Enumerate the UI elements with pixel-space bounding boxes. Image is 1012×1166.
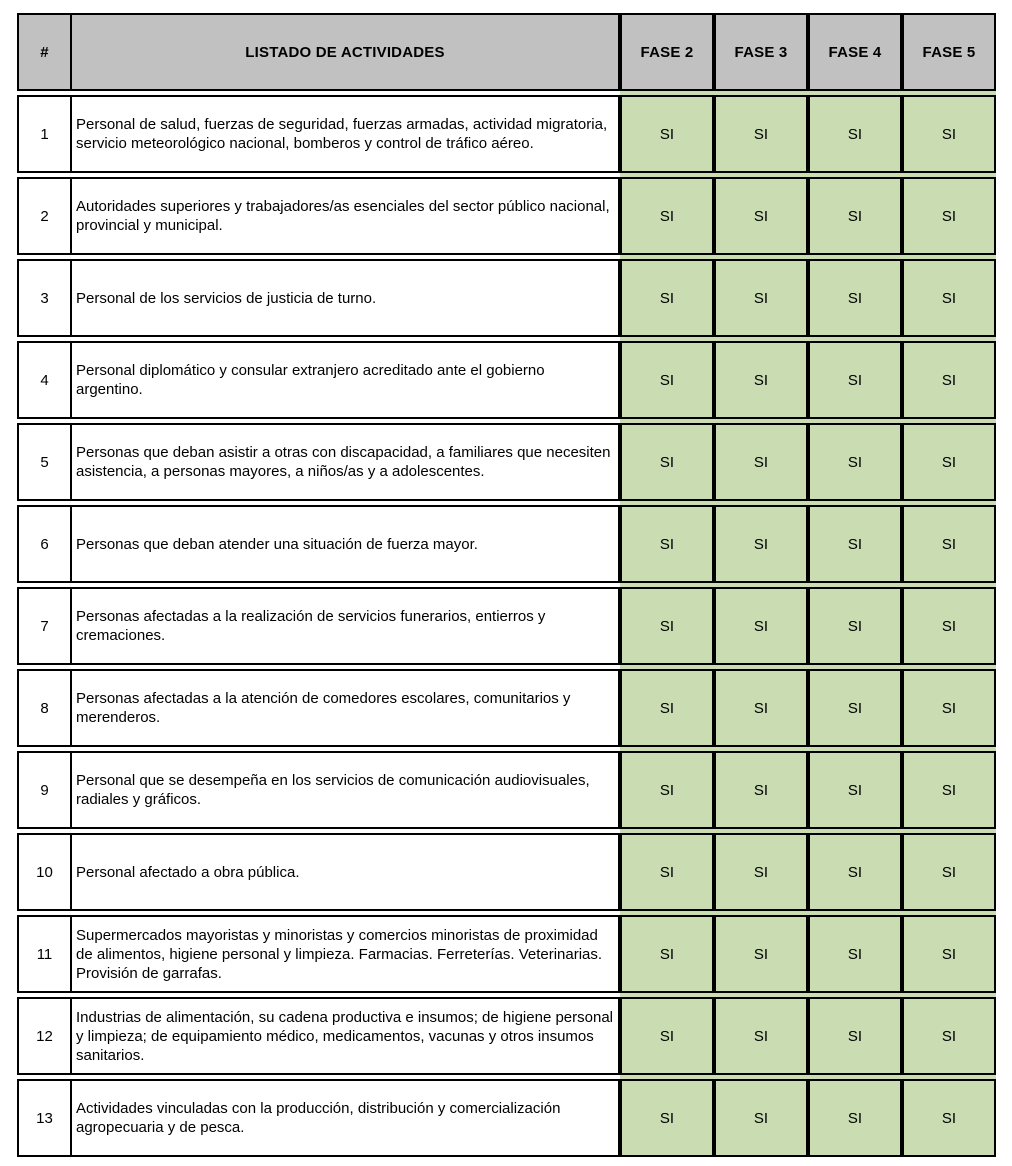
row-1-fase-2-value: SI (620, 95, 714, 173)
activities-table (17, 13, 1012, 1157)
column-fase-3 (714, 13, 808, 1157)
row-2-number: 2 (17, 177, 72, 255)
row-7-fase-4-value: SI (808, 587, 902, 665)
row-9-activity: Personal que se desempeña en los servicios de comunicación audiovisuales, radiales y gráficos. (72, 751, 620, 829)
row-11-fase-4-value: SI (808, 915, 902, 993)
row-13-activity: Actividades vinculadas con la producción, distribución y comercialización agropecuaria y de pesca. (72, 1079, 620, 1157)
row-11-fase-3-value: SI (714, 915, 808, 993)
row-4-number: 4 (17, 341, 72, 419)
row-6-number: 6 (17, 505, 72, 583)
row-2-fase-3-value: SI (714, 177, 808, 255)
row-9-fase-2-value: SI (620, 751, 714, 829)
row-1-fase-4-value: SI (808, 95, 902, 173)
column-number (17, 13, 72, 1157)
row-2-fase-5-value: SI (902, 177, 996, 255)
header-fase-5: FASE 5 (902, 13, 996, 91)
row-11-activity: Supermercados mayoristas y minoristas y comercios minoristas de proximidad de alimentos, higiene personal y limpieza. Farmacias. Ferreterías. Veterinarias. Provisión de garrafas. (72, 915, 620, 993)
row-6-fase-3-value: SI (714, 505, 808, 583)
row-2-activity: Autoridades superiores y trabajadores/as esenciales del sector público nacional, provincial y municipal. (72, 177, 620, 255)
row-13-number: 13 (17, 1079, 72, 1157)
row-7-number: 7 (17, 587, 72, 665)
row-8-number: 8 (17, 669, 72, 747)
column-fase-2 (620, 13, 714, 1157)
row-11-fase-2-value: SI (620, 915, 714, 993)
row-8-fase-3-value: SI (714, 669, 808, 747)
row-8-fase-4-value: SI (808, 669, 902, 747)
row-7-fase-2-value: SI (620, 587, 714, 665)
row-6-fase-2-value: SI (620, 505, 714, 583)
row-11-fase-5-value: SI (902, 915, 996, 993)
row-12-fase-4-value: SI (808, 997, 902, 1075)
row-3-number: 3 (17, 259, 72, 337)
row-9-fase-3-value: SI (714, 751, 808, 829)
row-3-fase-3-value: SI (714, 259, 808, 337)
row-10-fase-2-value: SI (620, 833, 714, 911)
row-11-number: 11 (17, 915, 72, 993)
row-12-fase-2-value: SI (620, 997, 714, 1075)
row-13-fase-3-value: SI (714, 1079, 808, 1157)
row-4-fase-2-value: SI (620, 341, 714, 419)
row-10-activity: Personal afectado a obra pública. (72, 833, 620, 911)
row-13-fase-5-value: SI (902, 1079, 996, 1157)
row-9-number: 9 (17, 751, 72, 829)
header-fase-4: FASE 4 (808, 13, 902, 91)
row-13-fase-4-value: SI (808, 1079, 902, 1157)
row-2-fase-4-value: SI (808, 177, 902, 255)
row-8-activity: Personas afectadas a la atención de comedores escolares, comunitarios y merenderos. (72, 669, 620, 747)
row-8-fase-2-value: SI (620, 669, 714, 747)
row-12-number: 12 (17, 997, 72, 1075)
row-7-fase-3-value: SI (714, 587, 808, 665)
row-5-fase-2-value: SI (620, 423, 714, 501)
row-7-fase-5-value: SI (902, 587, 996, 665)
header-fase-2: FASE 2 (620, 13, 714, 91)
row-8-fase-5-value: SI (902, 669, 996, 747)
column-fase-5 (902, 13, 996, 1157)
row-12-activity: Industrias de alimentación, su cadena productiva e insumos; de higiene personal y limpieza; de equipamiento médico, medicamentos, vacunas y otros insumos sanitarios. (72, 997, 620, 1075)
row-4-fase-5-value: SI (902, 341, 996, 419)
row-2-fase-2-value: SI (620, 177, 714, 255)
row-3-activity: Personal de los servicios de justicia de turno. (72, 259, 620, 337)
row-3-fase-5-value: SI (902, 259, 996, 337)
row-6-activity: Personas que deban atender una situación de fuerza mayor. (72, 505, 620, 583)
row-1-activity: Personal de salud, fuerzas de seguridad, fuerzas armadas, actividad migratoria, servicio meteorológico nacional, bomberos y control de tráfico aéreo. (72, 95, 620, 173)
row-6-fase-4-value: SI (808, 505, 902, 583)
row-10-fase-5-value: SI (902, 833, 996, 911)
row-10-fase-3-value: SI (714, 833, 808, 911)
column-fase-4 (808, 13, 902, 1157)
row-5-fase-4-value: SI (808, 423, 902, 501)
row-4-fase-4-value: SI (808, 341, 902, 419)
column-activities (72, 13, 620, 1157)
row-1-fase-3-value: SI (714, 95, 808, 173)
row-1-number: 1 (17, 95, 72, 173)
row-3-fase-2-value: SI (620, 259, 714, 337)
row-4-fase-3-value: SI (714, 341, 808, 419)
row-5-number: 5 (17, 423, 72, 501)
row-9-fase-5-value: SI (902, 751, 996, 829)
row-5-activity: Personas que deban asistir a otras con discapacidad, a familiares que necesiten asistencia, a personas mayores, a niños/as y a adolescentes. (72, 423, 620, 501)
row-3-fase-4-value: SI (808, 259, 902, 337)
row-9-fase-4-value: SI (808, 751, 902, 829)
row-10-fase-4-value: SI (808, 833, 902, 911)
row-12-fase-3-value: SI (714, 997, 808, 1075)
row-10-number: 10 (17, 833, 72, 911)
header-fase-3: FASE 3 (714, 13, 808, 91)
row-6-fase-5-value: SI (902, 505, 996, 583)
row-5-fase-5-value: SI (902, 423, 996, 501)
row-5-fase-3-value: SI (714, 423, 808, 501)
row-13-fase-2-value: SI (620, 1079, 714, 1157)
header-number: # (17, 13, 72, 91)
row-4-activity: Personal diplomático y consular extranjero acreditado ante el gobierno argentino. (72, 341, 620, 419)
row-12-fase-5-value: SI (902, 997, 996, 1075)
row-1-fase-5-value: SI (902, 95, 996, 173)
header-activities: LISTADO DE ACTIVIDADES (72, 13, 620, 91)
row-7-activity: Personas afectadas a la realización de servicios funerarios, entierros y cremaciones. (72, 587, 620, 665)
